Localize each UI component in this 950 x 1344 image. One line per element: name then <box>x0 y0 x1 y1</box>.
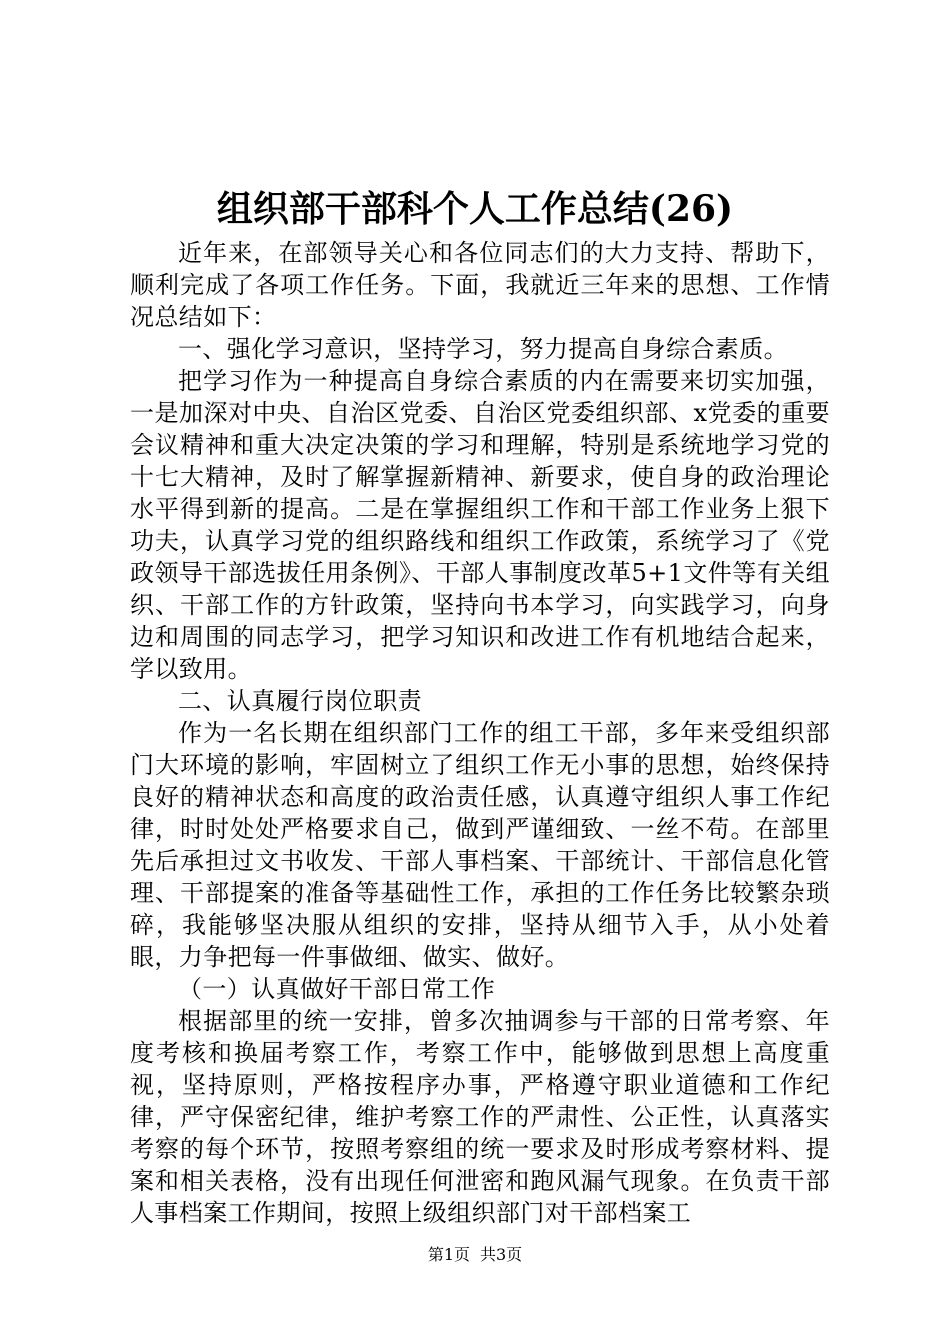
section-heading-1: 一、强化学习意识，坚持学习，努力提高自身综合素质。 <box>178 335 788 363</box>
page-total: 共3页 <box>480 1245 523 1264</box>
document-body <box>130 237 830 1229</box>
paragraph-daily-work: 根据部里的统一安排，曾多次抽调参与干部的日常考察、年度考核和换届考察工作，考察工作中，能够做到思想上高度重视，坚持原则，严格按程序办事，严格遵守职业道德和工作纪律，严守保密纪律，维护考察工作的严肃性、公正性，认真落实考察的每个环节，按照考察组的统一要求及时形成考察材料、提案和相关表格，没有出现任何泄密和跑风漏气现象。在负责干部人事档案工作期间，按照上级组织部门对干部档案工 <box>130 1007 830 1227</box>
section-heading-2: 二、认真履行岗位职责 <box>178 687 422 715</box>
paragraph-study: 把学习作为一种提高自身综合素质的内在需要来切实加强，一是加深对中央、自治区党委、自治区党委组织部、x党委的重要会议精神和重大决定决策的学习和理解，特别是系统地学习党的十七大精神，及时了解掌握新精神、新要求，使自身的政治理论水平得到新的提高。二是在掌握组织工作和干部工作业务上狠下功夫，认真学习党的组织路线和组织工作政策，系统学习了《党政领导干部选拔任用条例》、干部人事制度改革5+1文件等有关组织、干部工作的方针政策，坚持向书本学习，向实践学习，向身边和周围的同志学习，把学习知识和改进工作有机地结合起来，学以致用。 <box>130 367 830 683</box>
paragraph-intro: 近年来，在部领导关心和各位同志们的大力支持、帮助下，顺利完成了各项工作任务。下面，我就近三年来的思想、工作情况总结如下： <box>130 239 830 331</box>
paragraph-duties: 作为一名长期在组织部门工作的组工干部，多年来受组织部门大环境的影响，牢固树立了组织工作无小事的思想，始终保持良好的精神状态和高度的政治责任感，认真遵守组织人事工作纪律，时时处处严格要求自己，做到严谨细致、一丝不苟。在部里先后承担过文书收发、干部人事档案、干部统计、干部信息化管理、干部提案的准备等基础性工作，承担的工作任务比较繁杂琐碎，我能够坚决服从组织的安排，坚持从细节入手，从小处着眼，力争把每一件事做细、做实、做好。 <box>130 719 830 971</box>
subsection-heading-1: （一）认真做好干部日常工作 <box>178 975 496 1003</box>
page-title: 组织部干部科个人工作总结(26) <box>216 188 734 230</box>
page-footer <box>0 1245 950 1265</box>
page-number: 第1页 <box>427 1245 470 1264</box>
